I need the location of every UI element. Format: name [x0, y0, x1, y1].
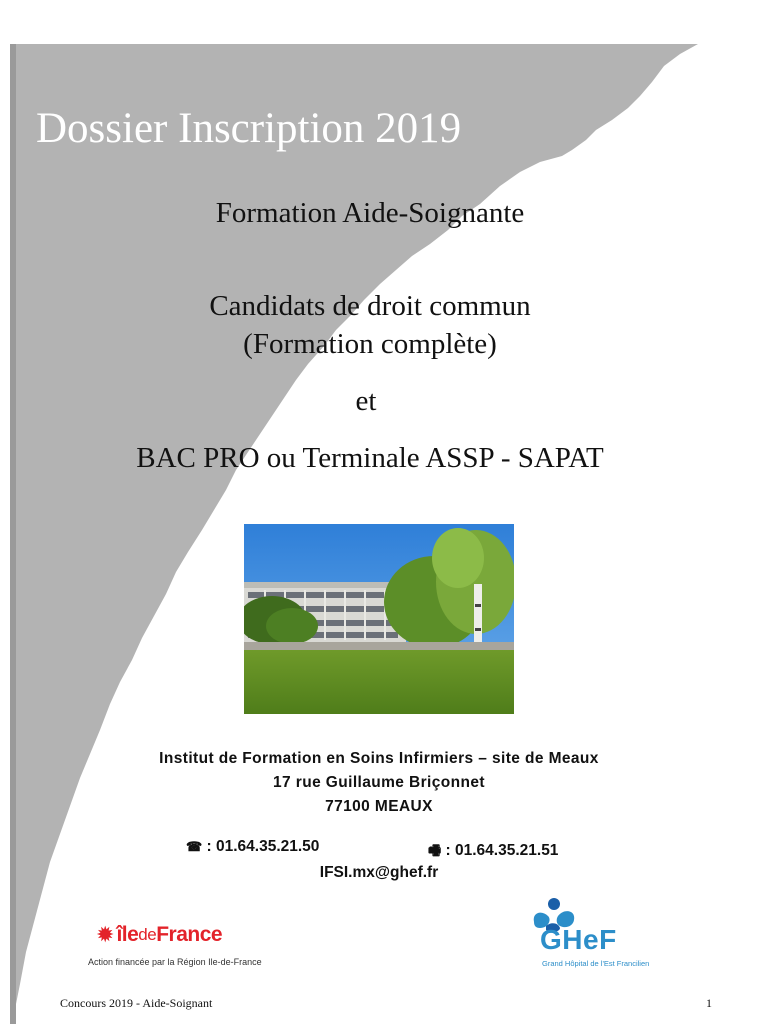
bac-pro-line: BAC PRO ou Terminale ASSP - SAPAT: [136, 442, 604, 474]
street-address: 17 rue Guillaume Briçonnet: [273, 774, 485, 791]
institution-name: Institut de Formation en Soins Infirmiers – site de Meaux: [159, 750, 599, 767]
ghef-wordmark: GHeF: [540, 924, 617, 955]
phone-contact: [186, 838, 319, 856]
fax-contact: [428, 840, 558, 864]
document-title: Dossier Inscription 2019: [36, 105, 462, 152]
candidats-line-1: Candidats de droit commun: [209, 290, 531, 322]
conjunction-text: et: [355, 385, 377, 417]
ile-de-france-logo: [96, 922, 222, 948]
star-icon: ✹: [96, 922, 115, 948]
formation-title: Formation Aide-Soignante: [215, 197, 525, 229]
candidats-line-2: (Formation complète): [243, 328, 497, 360]
email-address: IFSI.mx@ghef.fr: [319, 864, 439, 881]
ghef-logo: [528, 896, 668, 970]
fax-number: : 01.64.35.21.51: [445, 842, 559, 859]
ghef-caption: Grand Hôpital de l'Est Francilien: [542, 959, 650, 968]
phone-icon: ☎: [186, 839, 203, 854]
fax-icon: 🖷: [428, 843, 442, 859]
idf-de-text: de: [138, 925, 157, 944]
building-photo: [244, 524, 514, 714]
idf-ile-text: île: [116, 923, 139, 946]
city-address: 77100 MEAUX: [325, 798, 433, 815]
page-number: 1: [706, 996, 712, 1010]
footer-label: Concours 2019 - Aide-Soignant: [60, 996, 213, 1010]
idf-france-text: France: [156, 923, 223, 946]
idf-caption: Action financée par la Région Ile-de-France: [88, 957, 262, 967]
phone-number: : 01.64.35.21.50: [206, 838, 320, 855]
